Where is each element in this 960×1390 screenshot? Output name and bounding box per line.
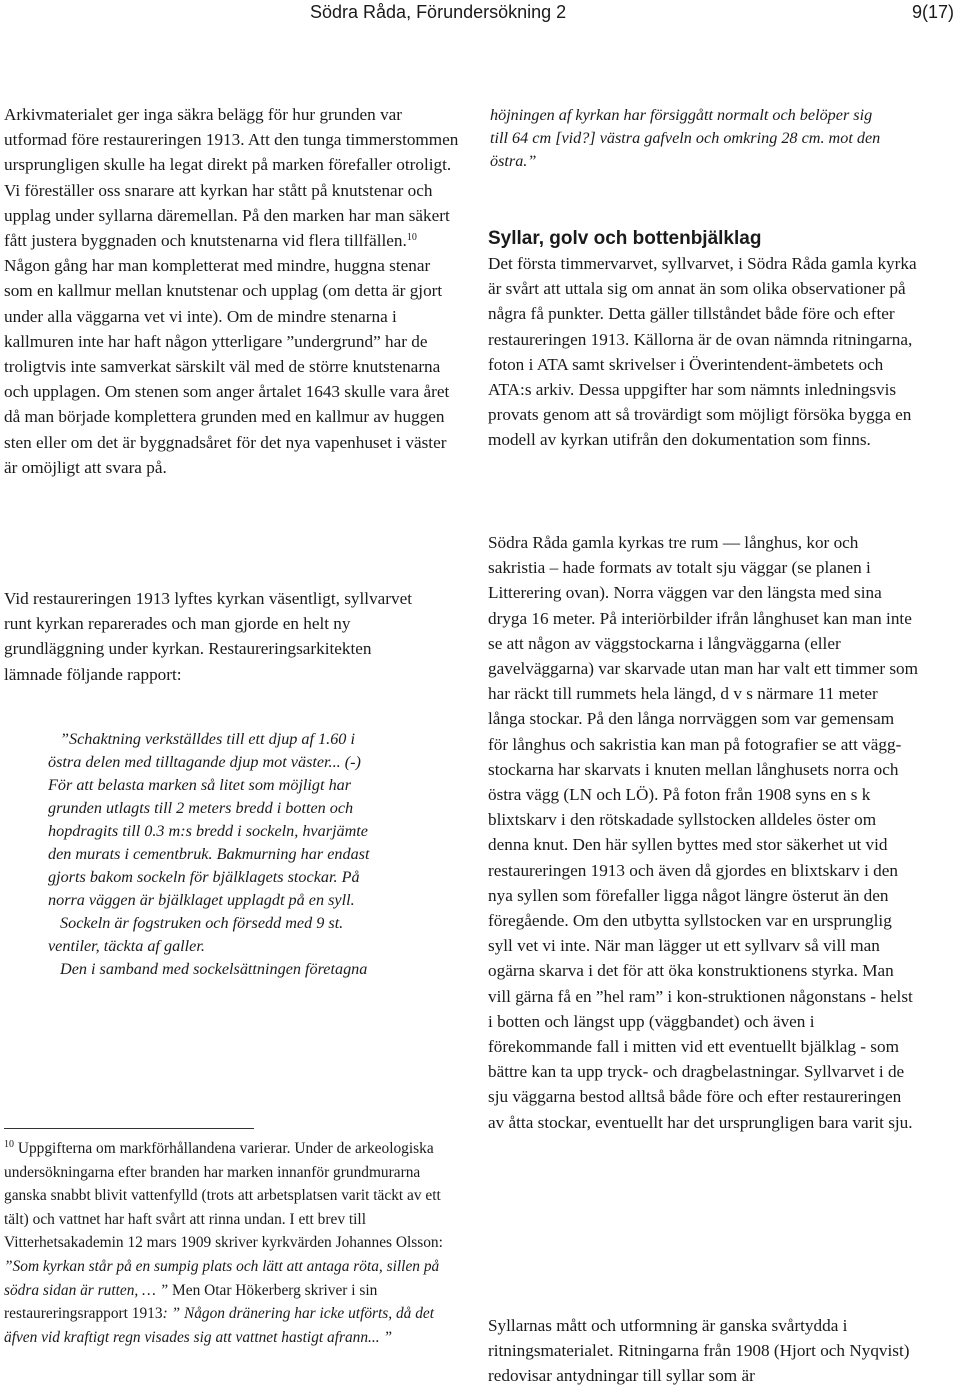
section-heading: Syllar, golv och bottenbjälklag [488,228,762,249]
document-title: Södra Råda, Förundersökning 2 [310,2,567,22]
footnote-divider [4,1128,254,1129]
quote-paragraph-1: ”Schaktning verkställdes till ett djup af 1.60 i östra delen med tilltagande djup mot väster... (-) För att belasta marken så litet som möjligt har grunden utlagts till 2 meters bredd i botten och hopdragits till 0.3 m:s bredd i sockeln, hvarjämte den murats i cementbruk. Bakmurning har endast gjorts bakom sockeln för bjälklagets stockar. På norra väggen är bjälklaget upplagdt på en syll. [48,730,370,909]
footnote-reference: 10 [406,232,417,244]
footnote-quote-2: : ” Någon dränering har icke utförts, då det äfven vid kraftigt regn visades sig att vattnet hastigt afrann... ” [4,1305,435,1346]
page-header [0,0,960,30]
paragraph-text-b: Någon gång har man kompletterat med mindre, huggna stenar som en kallmur mellan knutstenar och upplag (om detta är gjort under alla väggarna vet vi inte). Om de mindre stenarna i kallmuren inte har haft någon ytterligare ”undergrund” har de troligtvis inte samverkat särskilt väl med de större knutstenarna och upplagen. Om stenen som anger årtalet 1643 skulle vara året då man började komplettera grunden med en kallmur av huggen sten eller om det är byggnadsåret för det nya vapenhuset i väster är omöjligt att svara på. [4,256,450,477]
left-paragraph-1 [4,102,462,480]
footnote-10 [4,1137,462,1349]
left-paragraph-2: Vid restaureringen 1913 lyftes kyrkan väsentligt, syllvarvet runt kyrkan reparerades och man gjorde en helt ny grundläggning under kyrkan. Restaureringsarkitekten lämnade följande rapport: [4,589,413,684]
paragraph-text-a: Arkivmaterialet ger inga säkra belägg för hur grunden var utformad före restaureringen 1913. Att den tunga timmerstommen ursprungligen skulle ha legat direkt på marken förefaller otroligt. Vi föreställer oss snarare att kyrkan har stått på knutstenar och upplag under syllarna däremellan. På den marken har man säkert fått justera byggnaden och knutstenarna vid flera tillfällen. [4,105,459,251]
quote-paragraph-2: Sockeln är fogstruken och försedd med 9 st. ventiler, täckta af galler. [48,914,344,955]
restoration-report-quote [46,728,378,981]
quote-continuation: höjningen af kyrkan har försiggått normalt och belöper sig till 64 cm [vid?] västra gafveln och omkring 28 cm. mot den östra.” [490,106,881,170]
right-paragraph-2: Södra Råda gamla kyrkas tre rum — långhus, kor och sakristia – hade formats av totalt sju väggar (se planen i Litterering ovan). Norra väggen var den längsta med sina dryga 16 meter. På interiörbilder ifrån långhuset kan man inte se att någon av väggstockarna i långväggarna (eller gavelväggarna) var skarvade utan man har valt ett timmer som har räckt till rummets hela längd, d v s närmare 11 meter långa stockar. På den långa norrväggen som var gemensam för långhus och sakristia kan man på fotografier se att vägg-stockarna har skarvats i knuten mellan långhusets norra och östra vägg (LN och LÖ). På foton från 1908 syns en s k blixtskarv i den rötskadade syllstocken alldeles öster om denna knut. Den här syllen byttes med stor säkerhet ut vid restaureringen 1913 och även då gjordes en blixtskarv i den nya syllen som förefaller ligga något längre österut än den föregående. Om den utbytta syllstocken var en ursprunglig syll vet vi inte. När man lägger ut ett syllvarv så vill man ogärna skarva i det för att öka konstruktionens styrka. Man vill gärna få en ”hel ram” i kon-struktionen någonstans - helst i botten och längst upp (väggbandet) och även i förekommande fall i mitten vid ett eventuellt bjälklag - som bättre kan ta upp tryck- och dragbelastningar. Syllvarvet i de sju väggarna bestod alltså både före och efter restaureringen av åtta stockar, eventuellt har det ursprungligen bara varit sju. [488,533,918,1132]
right-paragraph-1: Det första timmervarvet, syllvarvet, i Södra Råda gamla kyrka är svårt att uttala sig om annat än som olika observationer på några få punkter. Detta gäller tillståndet både före och efter restaureringen 1913. Källorna är de ovan nämnda ritningarna, foton i ATA samt skrivelser i Överintendent-ämbetets och ATA:s arkiv. Dessa uppgifter har som nämnts inledningsvis provats genom att så trovärdigt som möjligt försöka bygga en modell av kyrkan utifrån den dokumentation som finns. [488,254,917,450]
quote-paragraph-3: Den i samband med sockelsättningen företagna [60,960,368,978]
footnote-text-b: Men Otar Hökerberg skriver i sin restaureringsrapport 1913 [4,1281,378,1323]
right-paragraph-3: Syllarnas mått och utformning är ganska svårtydda i ritningsmaterialet. Ritningarna från 1908 (Hjort och Nyqvist) redovisar antydningar till syllar som är [488,1316,910,1386]
page-number: 9(17) [911,2,954,22]
footnote-text-a: Uppgifterna om markförhållandena varierar. Under de arkeologiska undersökningarna efter branden har marken innanför grundmurarna ganska snabbt blivit vattenfylld (trots att arbetsplatsen varit täckt av ett tält) och vattnet har haft svårt att rinna undan. I ett brev till Vitterhetsakademin 12 mars 1909 skriver kyrkvärden Johannes Olsson: [4,1140,443,1252]
footnote-number: 10 [4,1139,14,1150]
footnote-quote-1: ”Som kyrkan står på en sumpig plats och lätt att antaga röta, sillen på södra sidan är rutten, … ” [4,1257,440,1299]
